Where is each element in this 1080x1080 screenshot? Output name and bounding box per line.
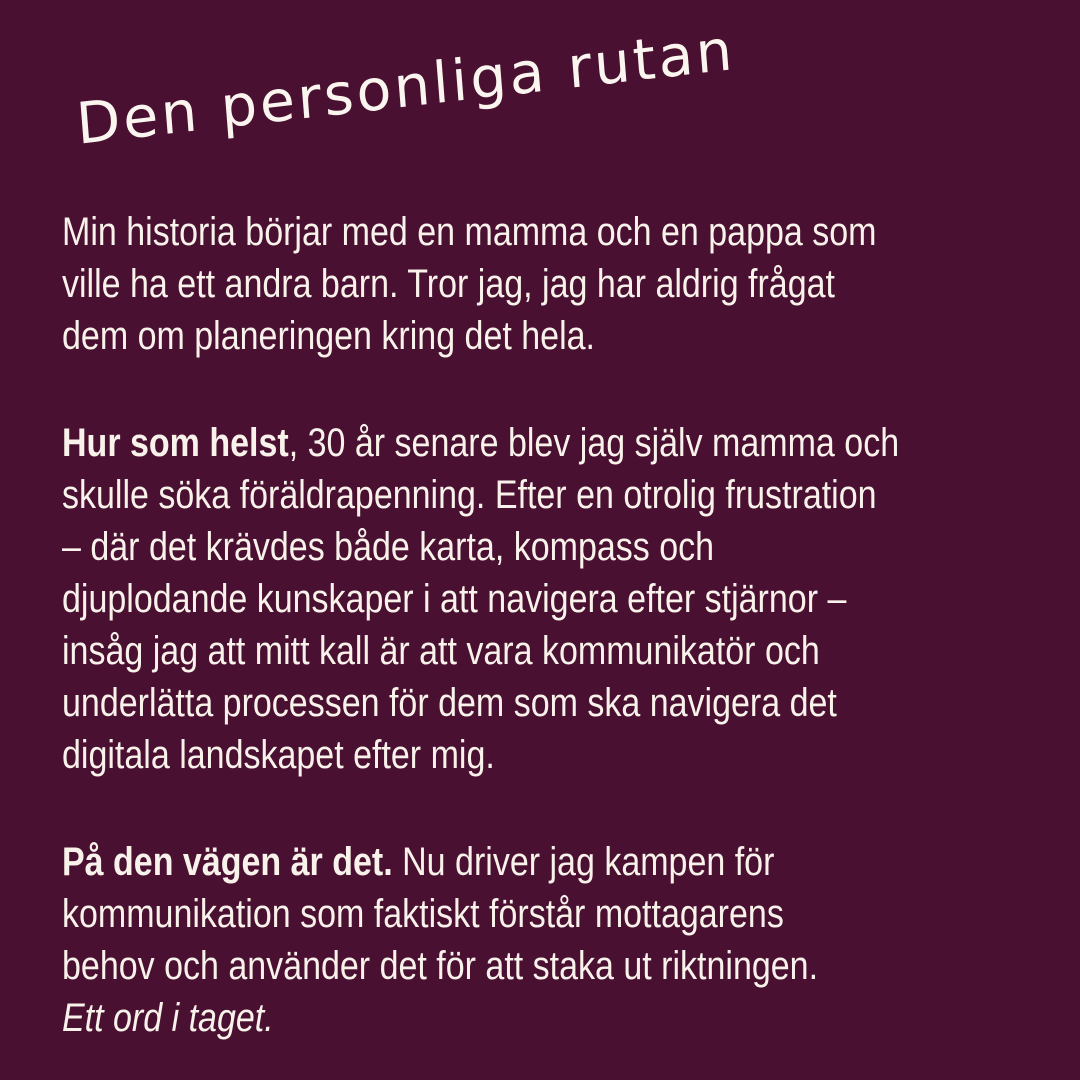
- text-segment: Nu driver jag kampen för: [392, 840, 775, 884]
- text-segment: , 30 år senare blev jag själv mamma och: [288, 421, 900, 465]
- text-segment: – där det krävdes både karta, kompass och: [62, 525, 715, 569]
- text-segment: skulle söka föräldrapenning. Efter en otrolig frustration: [62, 473, 877, 517]
- text-line: [62, 521, 899, 573]
- text-segment: behov och använder det för att staka ut riktningen.: [62, 944, 819, 988]
- text-line: [62, 836, 899, 888]
- text-line: [62, 625, 899, 677]
- italic-text-segment: Ett ord i taget.: [62, 996, 274, 1040]
- paragraph: [62, 836, 899, 1044]
- text-segment: ville ha ett andra barn. Tror jag, jag har aldrig frågat: [62, 262, 835, 306]
- text-line: [62, 310, 899, 362]
- paragraph: [62, 417, 899, 781]
- text-segment: underlätta processen för dem som ska navigera det: [62, 681, 837, 725]
- bold-text-segment: På den vägen är det.: [62, 840, 393, 884]
- text-line: [62, 573, 899, 625]
- text-segment: insåg jag att mitt kall är att vara kommunikatör och: [62, 629, 820, 673]
- text-line: [62, 992, 899, 1044]
- text-line: [62, 258, 899, 310]
- text-segment: djuplodande kunskaper i att navigera efter stjärnor –: [62, 577, 847, 621]
- text-segment: dem om planeringen kring det hela.: [62, 314, 596, 358]
- text-line: [62, 469, 899, 521]
- paragraph: [62, 206, 899, 362]
- text-line: [62, 940, 899, 992]
- page-title: Den personliga rutan: [74, 17, 738, 158]
- body-text: [62, 206, 899, 1044]
- text-segment: kommunikation som faktiskt förstår mottagarens: [62, 892, 784, 936]
- text-line: [62, 888, 899, 940]
- text-line: [62, 677, 899, 729]
- bold-text-segment: Hur som helst: [62, 421, 289, 465]
- text-line: [62, 729, 899, 781]
- text-segment: digitala landskapet efter mig.: [62, 733, 495, 777]
- text-line: [62, 206, 899, 258]
- text-line: [62, 417, 899, 469]
- text-segment: Min historia börjar med en mamma och en pappa som: [62, 210, 877, 254]
